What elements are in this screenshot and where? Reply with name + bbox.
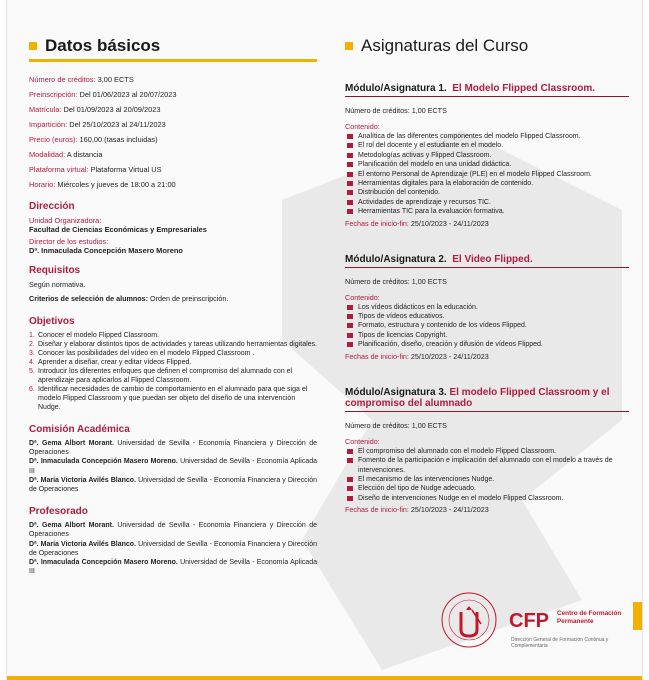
content-label: Contenido: (345, 436, 380, 446)
module-dates: Fechas de inicio-fin: 25/10/2023 - 24/11/2023 (345, 218, 489, 228)
bullet-square-icon (347, 200, 353, 205)
objetivos-list (29, 331, 317, 412)
list-item: Herramientas digitales para la elaboración de contenido. (345, 179, 629, 188)
direccion-heading: Dirección (29, 201, 75, 212)
list-item: Tipos de licencias Copyright. (345, 331, 629, 340)
module-dates: Fechas de inicio-fin: 25/10/2023 - 24/11/2023 (345, 351, 489, 361)
section-square-icon (345, 42, 353, 50)
requisitos-heading: Requisitos (29, 265, 81, 276)
list-item: El mecanismo de las intervenciones Nudge. (345, 475, 629, 484)
bullet-square-icon (347, 314, 353, 319)
module-credits: Número de créditos: 1,00 ECTS (345, 106, 447, 115)
list-item: El compromiso del alumnado con el modelo Flipped Classroom. (345, 447, 629, 456)
list-item: Herramientas TIC para la evaluación formativa. (345, 207, 629, 216)
module-2 (345, 254, 629, 361)
left-column (29, 36, 317, 576)
list-item: 4. Aprender a diseñar, crear y editar vídeos Flipped. (29, 359, 192, 366)
section-title: Asignaturas del Curso (361, 36, 529, 55)
bullet-square-icon (347, 143, 353, 148)
list-item: Actividades de aprendizaje y recursos TIC. (345, 198, 629, 207)
bullet-square-icon (347, 172, 353, 177)
comision-person: Dª. Gema Albort Morant. Universidad de Sevilla - Economía Financiera y Dirección de Operaciones (29, 440, 317, 457)
content-label: Contenido: (345, 292, 380, 302)
list-item: Planificación del modelo en una unidad didáctica. (345, 160, 629, 169)
basic-precio: Precio (euros): 160,00 (tasas incluidas) (29, 135, 158, 144)
content-label: Contenido: (345, 122, 380, 131)
list-item: Metodologías activas y Flipped Classroom. (345, 151, 629, 160)
basic-credits: Número de créditos: 3,00 ECTS (29, 75, 134, 84)
bullet-square-icon (347, 449, 353, 454)
list-item: El entorno Personal de Aprendizaje (PLE) en el modelo Flipped Classroom. (345, 170, 629, 179)
unidad-label: Unidad Organizadora: (29, 216, 102, 225)
bullet-square-icon (347, 134, 353, 139)
profesorado-person: Dª. María Victoria Avilés Blanco. Universidad de Sevilla - Economía Financiera y Dirección de Operaciones (29, 540, 317, 557)
comision-person: Dª. Inmaculada Concepción Masero Moreno. Universidad de Sevilla - Economía Aplicada III (29, 458, 317, 475)
profesorado-person: Dª. Inmaculada Concepción Masero Moreno. Universidad de Sevilla - Economía Aplicada III (29, 559, 317, 576)
list-item: Distribución del contenido. (345, 188, 629, 197)
cfp-subtitle: Dirección General de Formación Continua y Complementaria (511, 637, 609, 649)
module-dates: Fechas de inicio-fin: 25/10/2023 - 24/11/2023 (345, 505, 489, 515)
list-item: 6. Identificar necesidades de cambio de comportamiento en el alumnado para que siga el modelo Flipped Classroom y que puedan ser objeto del diseño de una intervención Nudge. (29, 386, 308, 411)
profesorado-heading: Profesorado (29, 506, 88, 518)
bullet-square-icon (347, 190, 353, 195)
content-list (345, 132, 629, 217)
list-item: Planificación, diseño, creación y difusión de vídeos Flipped. (345, 340, 629, 349)
university-seal-icon (439, 590, 499, 650)
bullet-square-icon (347, 477, 353, 482)
content-list (345, 447, 629, 503)
footer-logos (439, 590, 639, 650)
list-item: Fomento de la participación e implicación del alumnado con el modelo a través de intervenciones. (345, 456, 629, 475)
list-item: 3. Conocer las posibilidades del vídeo en el modelo Flipped Classroom . (29, 350, 255, 357)
list-item: 2. Diseñar y elaborar distintos tipos de actividades y tareas utilizando herramientas digitales. (29, 341, 317, 348)
bullet-square-icon (347, 486, 353, 491)
basic-preinscripcion: Preinscripción: Del 01/06/2023 al 20/07/2023 (29, 90, 177, 99)
bullet-square-icon (347, 181, 353, 186)
unidad-value: Facultad de Ciencias Económicas y Empresariales (29, 225, 207, 234)
basic-imparticion: Impartición: Del 25/10/2023 al 24/11/2023 (29, 120, 166, 129)
objetivos-heading: Objetivos (29, 316, 75, 327)
basic-horario: Horario: Miércoles y jueves de 18:00 a 21:00 (29, 180, 176, 189)
bullet-square-icon (347, 162, 353, 167)
list-item: 1. Conocer el modelo Flipped Classroom. (29, 332, 159, 339)
list-item: Analítica de las diferentes componentes del modelo Flipped Classroom. (345, 132, 629, 141)
asignaturas-header (345, 36, 629, 59)
bullet-square-icon (347, 496, 353, 501)
module-1 (345, 83, 629, 228)
director-value: Dª. Inmaculada Concepción Masero Moreno (29, 246, 183, 255)
profesorado-person: Dª. Gema Albort Morant. Universidad de Sevilla - Economía Financiera y Dirección de Operaciones (29, 522, 317, 539)
bullet-square-icon (347, 458, 353, 463)
list-item: 5. Introducir los diferentes enfoques que definen el compromiso del alumnado con el aprendizaje para aplicarlos al Flipped Classroom. (29, 368, 293, 384)
module-title: Módulo/Asignatura 1. El Modelo Flipped Classroom. (345, 83, 629, 97)
list-item: Formato, estructura y contenido de los vídeos Flipped. (345, 321, 629, 330)
cfp-logo (509, 610, 622, 649)
brochure-page (6, 0, 643, 680)
module-credits: Número de créditos: 1,00 ECTS (345, 276, 447, 286)
section-title: Datos básicos (45, 36, 161, 55)
right-column (345, 36, 629, 540)
bullet-square-icon (347, 323, 353, 328)
list-item: Elección del tipo de Nudge adecuado. (345, 484, 629, 493)
list-item: Diseño de intervenciones Nudge en el modelo Flipped Classroom. (345, 494, 629, 503)
module-credits: Número de créditos: 1,00 ECTS (345, 420, 447, 430)
bullet-square-icon (347, 342, 353, 347)
cfp-name: Centro de Formación Permanente (557, 610, 622, 625)
criterios-line: Criterios de selección de alumnos: Orden de preinscripción. (29, 294, 229, 303)
module-3 (345, 387, 629, 514)
list-item: Los vídeos didácticos en la educación. (345, 303, 629, 312)
basic-matricula: Matrícula: Del 01/09/2023 al 20/09/2023 (29, 105, 161, 114)
bullet-square-icon (347, 153, 353, 158)
datos-basicos-header (29, 36, 317, 62)
module-title: Módulo/Asignatura 2. El Video Flipped. (345, 254, 629, 268)
basic-modalidad: Modalidad: A distancia (29, 150, 103, 159)
comision-heading: Comisión Académica (29, 424, 130, 435)
basic-plataforma: Plataforma virtual: Plataforma Virtual US (29, 165, 162, 174)
cfp-abbr: CFP (509, 610, 549, 632)
bullet-square-icon (347, 209, 353, 214)
bullet-square-icon (347, 333, 353, 338)
requisitos-text: Según normativa. (29, 280, 86, 289)
list-item: El rol del docente y el estudiante en el modelo. (345, 141, 629, 150)
basic-data-list (29, 72, 317, 192)
accent-bar (633, 602, 642, 630)
bullet-square-icon (347, 305, 353, 310)
content-list (345, 303, 629, 350)
list-item: Tipos de vídeos educativos. (345, 312, 629, 321)
comision-person: Dª. María Victoria Avilés Blanco. Universidad de Sevilla - Economía Financiera y Dirección de Operaciones (29, 476, 317, 494)
bottom-accent-bar (7, 676, 642, 680)
module-title: Módulo/Asignatura 3. El modelo Flipped Classroom y el compromiso del alumnado (345, 387, 629, 412)
section-square-icon (29, 42, 37, 50)
director-label: Director de los estudios: (29, 237, 109, 246)
